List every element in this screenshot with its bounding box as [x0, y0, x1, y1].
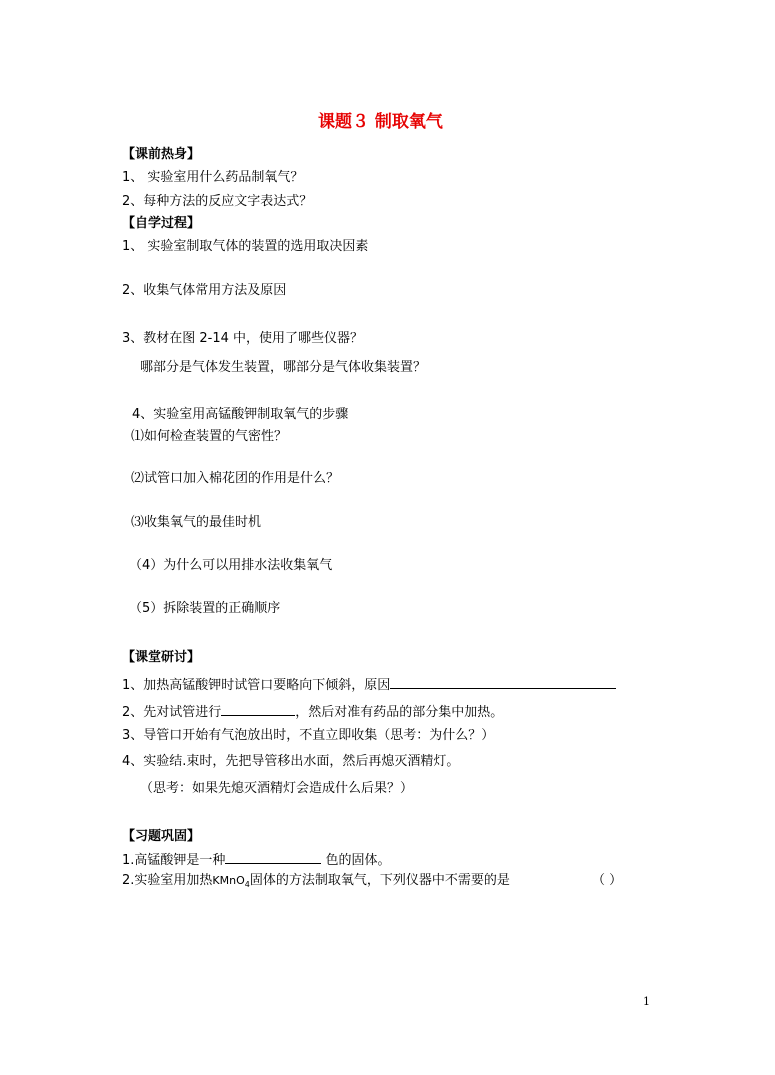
exercise-question-2-paren: （ ） [592, 873, 623, 888]
section-header-exercise: 【习题巩固】 [122, 829, 201, 844]
answer-blank [221, 701, 295, 716]
discussion-question-4: 4、实验结.束时，先把导管移出水面，然后再熄灭酒精灯。 [122, 754, 460, 769]
exercise-question-1-text-a: 1.高锰酸钾是一种 [122, 853, 226, 868]
discussion-question-4b: （思考：如果先熄灭酒精灯会造成什么后果？） [140, 781, 414, 796]
page-title: 课题３ 制取氧气 [318, 112, 443, 132]
self-study-question-4-2: ⑵试管口加入棉花团的作用是什么？ [131, 471, 340, 486]
self-study-question-4-1: ⑴如何检查装置的气密性？ [131, 429, 288, 444]
answer-blank [390, 674, 616, 689]
self-study-question-2: 2、收集气体常用方法及原因 [122, 283, 287, 298]
self-study-question-1: 1、 实验室制取气体的装置的选用取决因素 [122, 239, 369, 254]
chemical-formula: KMnO$_4$ [212, 874, 250, 890]
section-header-self-study: 【自学过程】 [122, 216, 201, 231]
section-header-warmup: 【课前热身】 [122, 147, 201, 162]
self-study-question-4-4: （4）为什么可以用排水法收集氧气 [129, 558, 333, 573]
discussion-question-2 [122, 701, 503, 722]
self-study-question-3: 3、教材在图 2-14 中，使用了哪些仪器？ [122, 331, 364, 346]
self-study-question-4: 4、实验室用高锰酸钾制取氧气的步骤 [132, 407, 349, 422]
exercise-question-2-text-a: 2.实验室用加热 [122, 873, 213, 888]
discussion-question-1 [122, 674, 616, 695]
exercise-question-1 [122, 849, 391, 870]
discussion-question-2-text-a: 2、先对试管进行 [122, 705, 222, 720]
answer-blank [225, 849, 321, 864]
self-study-question-4-5: （5）拆除装置的正确顺序 [129, 601, 281, 616]
self-study-question-3b: 哪部分是气体发生装置，哪部分是气体收集装置？ [140, 360, 427, 375]
self-study-question-4-3: ⑶收集氧气的最佳时机 [131, 515, 262, 530]
exercise-question-1-text-b: 色的固体。 [321, 853, 391, 868]
exercise-question-2 [122, 872, 510, 894]
page-number: 1 [643, 995, 650, 1008]
discussion-question-3: 3、导管口开始有气泡放出时，不直立即收集（思考：为什么？） [122, 728, 495, 743]
section-header-discussion: 【课堂研讨】 [122, 650, 201, 665]
exercise-question-2-text-b: 固体的方法制取氧气，下列仪器中不需要的是 [249, 873, 510, 888]
warmup-question-2: 2、每种方法的反应文字表达式？ [122, 194, 313, 209]
discussion-question-1-text: 1、加热高锰酸钾时试管口要略向下倾斜，原因 [122, 678, 391, 693]
discussion-question-2-text-b: ，然后对准有药品的部分集中加热。 [295, 705, 504, 720]
warmup-question-1: 1、 实验室用什么药品制氧气？ [122, 170, 304, 185]
